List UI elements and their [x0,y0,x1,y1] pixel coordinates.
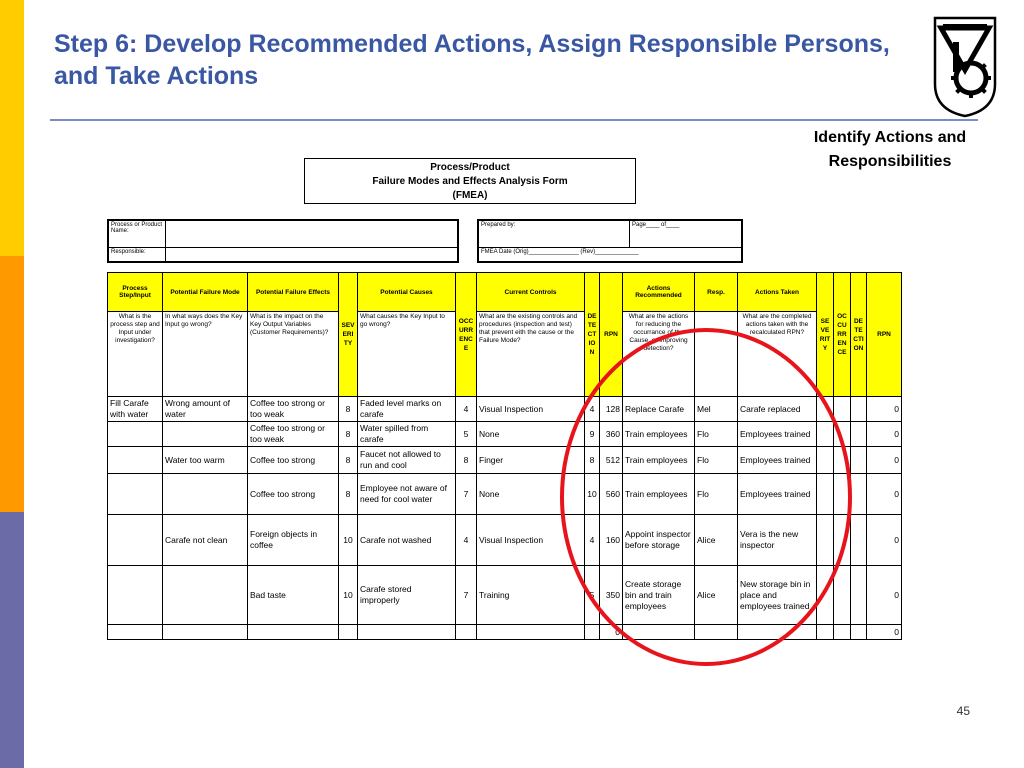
cell-severity-2 [817,422,834,447]
cell-resp: Alice [695,515,738,566]
form-title-line3: (FMEA) [452,190,488,201]
table-row [108,397,902,422]
cell-action-taken: Employees trained [738,422,817,447]
cell-rpn-2: 0 [867,474,902,515]
desc-actions-taken: What are the completed actions taken with the recalculated RPN? [738,312,817,397]
cell-rpn: 0 [600,625,623,640]
cell-detection-2 [851,515,867,566]
cell-severity: 10 [339,515,358,566]
col-occurrence-2: OCCURRENCE [834,273,851,397]
cell-process-step [108,422,163,447]
desc-process-step: What is the process step and Input under investigation? [108,312,163,397]
sidebar-band-purple [0,512,24,768]
cell-control: Training [477,566,585,625]
cell-failure-effect: Coffee too strong or too weak [248,422,339,447]
cell-control [477,625,585,640]
cell-failure-mode: Carafe not clean [163,515,248,566]
slide-title: Step 6: Develop Recommended Actions, Assign Responsible Persons, and Take Actions [54,30,890,90]
cell-process-step [108,474,163,515]
cell-rpn: 512 [600,447,623,474]
cell-failure-effect: Coffee too strong [248,474,339,515]
cell-detection-2 [851,566,867,625]
cell-resp: Alice [695,566,738,625]
cell-action-taken: New storage bin in place and employees trained [738,566,817,625]
cell-severity-2 [817,566,834,625]
cell-occurrence-2 [834,447,851,474]
fmea-table-body [108,397,902,640]
table-row [108,447,902,474]
cell-action-taken: Carafe replaced [738,397,817,422]
cell-occurrence-2 [834,515,851,566]
cell-rpn-2: 0 [867,397,902,422]
desc-failure-mode: In what ways does the Key Input go wrong? [163,312,248,397]
cell-occurrence-2 [834,625,851,640]
col-actions-taken: Actions Taken [738,273,817,312]
cell-failure-mode [163,474,248,515]
cell-severity [339,625,358,640]
cell-resp: Flo [695,422,738,447]
form-header-left [107,219,459,263]
title-divider [50,119,978,121]
cell-rpn: 160 [600,515,623,566]
cell-control: Visual Inspection [477,515,585,566]
col-resp: Resp. [695,273,738,312]
fmea-table [107,272,902,640]
responsible-label: Responsible: [109,248,166,262]
col-process-step: Process Step/Input [108,273,163,312]
cell-cause: Carafe stored improperly [358,566,456,625]
cell-cause: Water spilled from carafe [358,422,456,447]
col-failure-mode: Potential Failure Mode [163,273,248,312]
col-occurrence: OCCURRENCE [456,273,477,397]
cell-rpn-2: 0 [867,422,902,447]
cell-rpn-2: 0 [867,566,902,625]
cell-occurrence-2 [834,422,851,447]
cell-action-recommended: Train employees [623,422,695,447]
desc-causes: What causes the Key Input to go wrong? [358,312,456,397]
cell-process-step: Fill Carafe with water [108,397,163,422]
form-title-line1: Process/Product [430,162,510,173]
cell-detection: 9 [585,422,600,447]
col-rpn: RPN [600,273,623,397]
cell-occurrence-2 [834,566,851,625]
cell-severity: 8 [339,447,358,474]
col-controls: Current Controls [477,273,585,312]
cell-process-step [108,515,163,566]
cell-resp: Mel [695,397,738,422]
cell-rpn: 360 [600,422,623,447]
cell-action-recommended: Train employees [623,447,695,474]
table-row [108,625,902,640]
cell-severity: 8 [339,397,358,422]
callout-text: Identify Actions and Responsibilities [813,129,967,170]
cell-failure-effect [248,625,339,640]
cell-control: None [477,422,585,447]
process-name-label: Process or Product Name: [109,221,166,248]
table-row [108,515,902,566]
cell-detection-2 [851,625,867,640]
cell-rpn: 128 [600,397,623,422]
cell-resp [695,625,738,640]
table-row [108,422,902,447]
cell-failure-mode: Water too warm [163,447,248,474]
fmea-form-title [304,158,636,204]
col-severity: SEVERITY [339,273,358,397]
cell-failure-effect: Foreign objects in coffee [248,515,339,566]
cell-severity-2 [817,625,834,640]
cell-action-recommended: Create storage bin and train employees [623,566,695,625]
cell-severity: 8 [339,422,358,447]
cell-cause: Faucet not allowed to run and cool [358,447,456,474]
cell-control: None [477,474,585,515]
cell-failure-mode [163,625,248,640]
cell-occurrence-2 [834,397,851,422]
cell-action-recommended: Appoint inspector before storage [623,515,695,566]
cell-cause: Employee not aware of need for cool water [358,474,456,515]
slide-sidebar [0,0,24,768]
cell-severity-2 [817,447,834,474]
cell-process-step [108,447,163,474]
table-row [108,566,902,625]
cell-severity-2 [817,474,834,515]
cell-detection: 8 [585,447,600,474]
cell-detection-2 [851,474,867,515]
cell-failure-effect: Coffee too strong [248,447,339,474]
cell-detection-2 [851,447,867,474]
cell-process-step [108,566,163,625]
cell-failure-mode: Wrong amount of water [163,397,248,422]
col-severity-2: SEVERITY [817,273,834,397]
cell-detection-2 [851,422,867,447]
cell-failure-effect: Coffee too strong or too weak [248,397,339,422]
cell-control: Finger [477,447,585,474]
prepared-by-label: Prepared by: [479,221,630,248]
university-logo-icon [931,14,999,118]
cell-occurrence: 4 [456,397,477,422]
cell-severity-2 [817,515,834,566]
col-detection: DETECTION [585,273,600,397]
cell-resp: Flo [695,474,738,515]
cell-detection [585,625,600,640]
responsible-field [166,248,458,262]
process-name-field [166,221,458,248]
col-detection-2: DETECTION [851,273,867,397]
cell-occurrence: 5 [456,422,477,447]
col-causes: Potential Causes [358,273,456,312]
cell-failure-mode [163,422,248,447]
cell-resp: Flo [695,447,738,474]
form-header-right [477,219,743,263]
cell-cause [358,625,456,640]
cell-rpn-2: 0 [867,447,902,474]
cell-control: Visual Inspection [477,397,585,422]
cell-occurrence: 8 [456,447,477,474]
cell-action-taken: Employees trained [738,447,817,474]
table-row [108,474,902,515]
col-actions-recommended: Actions Recommended [623,273,695,312]
cell-rpn-2: 0 [867,515,902,566]
sidebar-band-orange [0,256,24,512]
cell-failure-mode [163,566,248,625]
cell-action-recommended: Train employees [623,474,695,515]
cell-action-taken [738,625,817,640]
cell-rpn: 350 [600,566,623,625]
cell-detection: 10 [585,474,600,515]
cell-action-taken: Vera is the new inspector [738,515,817,566]
cell-action-taken: Employees trained [738,474,817,515]
col-rpn-2: RPN [867,273,902,397]
cell-detection: 4 [585,515,600,566]
cell-severity-2 [817,397,834,422]
desc-controls: What are the existing controls and procedures (inspection and test) that prevent eith the cause or the Failure Mode? [477,312,585,397]
cell-occurrence-2 [834,474,851,515]
cell-action-recommended: Replace Carafe [623,397,695,422]
fmea-date-label: FMEA Date (Orig)_______________ (Rev)_____________ [479,248,742,262]
cell-severity: 10 [339,566,358,625]
cell-occurrence: 4 [456,515,477,566]
cell-process-step [108,625,163,640]
cell-severity: 8 [339,474,358,515]
page-label: Page____ of____ [630,221,742,248]
cell-occurrence: 7 [456,474,477,515]
cell-detection-2 [851,397,867,422]
cell-detection: 4 [585,397,600,422]
cell-cause: Carafe not washed [358,515,456,566]
cell-occurrence [456,625,477,640]
cell-rpn: 560 [600,474,623,515]
cell-detection: 5 [585,566,600,625]
desc-actions-recommended: What are the actions for reducing the occurrance of the Cause, or improving detection? [623,312,695,397]
cell-cause: Faded level marks on carafe [358,397,456,422]
cell-failure-effect: Bad taste [248,566,339,625]
desc-failure-effects: What is the impact on the Key Output Variables (Customer Requirements)? [248,312,339,397]
page-number: 45 [956,704,970,718]
cell-action-recommended [623,625,695,640]
cell-rpn-2: 0 [867,625,902,640]
cell-occurrence: 7 [456,566,477,625]
form-title-line2: Failure Modes and Effects Analysis Form [372,176,568,187]
col-failure-effects: Potential Failure Effects [248,273,339,312]
desc-resp [695,312,738,397]
sidebar-band-yellow [0,0,24,256]
